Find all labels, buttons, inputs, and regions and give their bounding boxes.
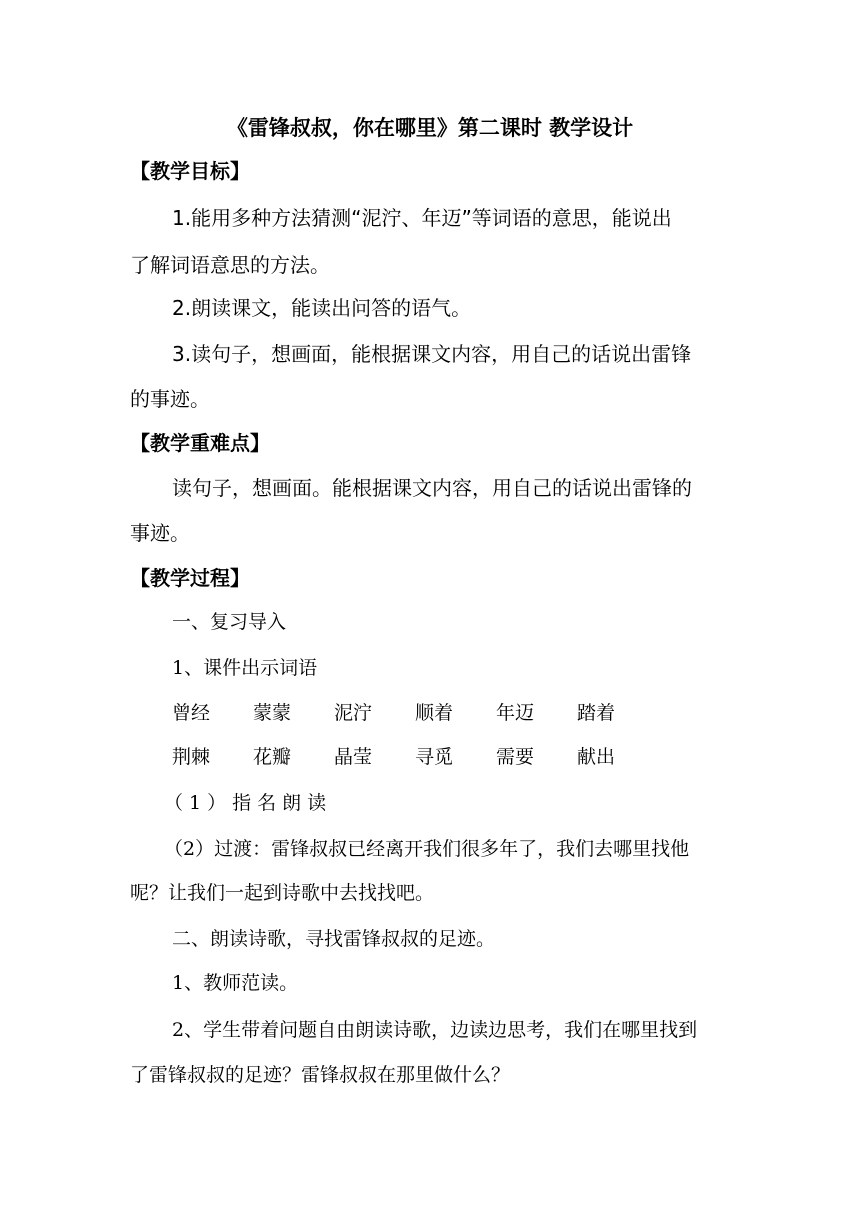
process-sub-2-line-2: 呢？让我们一起到诗歌中去找找吧。 xyxy=(130,882,435,904)
word-item: 献出 xyxy=(577,746,616,768)
word-item: 曾经 xyxy=(172,702,211,724)
process-step-2-2-line-1: 2、学生带着问题自由朗读诗歌，边读边思考，我们在哪里找到 xyxy=(172,1019,698,1041)
keypoints-line-2: 事迹。 xyxy=(130,521,190,545)
word-item: 泥泞 xyxy=(334,702,373,724)
document-title: 《雷锋叔叔，你在哪里》第二课时 教学设计 xyxy=(226,116,634,140)
process-heading: 【教学过程】 xyxy=(130,566,250,590)
process-sub-2-line-1: （2）过渡：雷锋叔叔已经离开我们很多年了，我们去哪里找他 xyxy=(164,838,690,860)
word-item: 花瓣 xyxy=(253,746,292,768)
process-sub-1: （1）指名朗读 xyxy=(164,792,333,814)
process-step-2-2-line-2: 了雷锋叔叔的足迹？雷锋叔叔在那里做什么？ xyxy=(130,1064,511,1086)
goal-item-3-line-1: 3.读句子，想画面，能根据课文内容，用自己的话说出雷锋 xyxy=(172,342,692,366)
word-item: 蒙蒙 xyxy=(253,702,292,724)
process-section-2: 二、朗读诗歌，寻找雷锋叔叔的足迹。 xyxy=(172,928,496,950)
goal-item-1-line-2: 了解词语意思的方法。 xyxy=(130,253,330,277)
word-item: 年迈 xyxy=(496,702,535,724)
word-item: 需要 xyxy=(496,746,535,768)
goal-item-1-line-1: 1.能用多种方法猜测“泥泞、年迈”等词语的意思，能说出 xyxy=(172,206,672,230)
word-item: 荆棘 xyxy=(172,746,211,768)
word-item: 顺着 xyxy=(415,702,454,724)
word-row-1 xyxy=(172,699,658,727)
goal-item-3-line-2: 的事迹。 xyxy=(130,387,210,411)
keypoints-line-1: 读句子，想画面。能根据课文内容，用自己的话说出雷锋的 xyxy=(172,476,692,500)
word-item: 踏着 xyxy=(577,702,616,724)
goal-item-2: 2.朗读课文，能读出问答的语气。 xyxy=(172,296,472,320)
process-section-1: 一、复习导入 xyxy=(172,611,287,633)
process-step-2-1: 1、教师范读。 xyxy=(172,972,299,994)
word-item: 寻觅 xyxy=(415,746,454,768)
word-row-2 xyxy=(172,743,658,771)
keypoints-heading: 【教学重难点】 xyxy=(130,431,270,455)
process-step-1: 1、课件出示词语 xyxy=(172,657,318,679)
goals-heading: 【教学目标】 xyxy=(130,159,250,183)
word-item: 晶莹 xyxy=(334,746,373,768)
